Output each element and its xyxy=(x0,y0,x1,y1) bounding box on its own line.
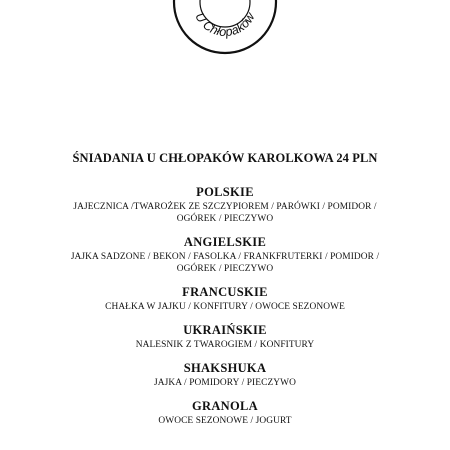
menu-section xyxy=(0,235,450,275)
section-items: CHAŁKA W JAJKU / KONFITURY / OWOCE SEZONOWE xyxy=(105,302,345,312)
section-name: SHAKSHUKA xyxy=(183,361,267,375)
section-items: JAJKA SADZONE / BEKON / FASOLKA / FRANKFRUTERKI / POMIDOR / OGÓREK / PIECZYWO xyxy=(70,252,380,274)
section-items: JAJKA / POMIDORY / PIECZYWO xyxy=(154,378,296,388)
menu-section xyxy=(0,285,450,313)
section-name: ANGIELSKIE xyxy=(183,235,267,249)
section-items: OWOCE SEZONOWE / JOGURT xyxy=(158,416,292,426)
logo-stamp xyxy=(171,0,279,56)
breakfast-menu xyxy=(0,150,450,437)
section-name: UKRAIŃSKIE xyxy=(183,323,267,337)
section-name: POLSKIE xyxy=(196,185,254,199)
stamp-logo-icon xyxy=(171,0,279,56)
section-items: JAJECZNICA /TWAROŻEK ZE SZCZYPIOREM / PARÓWKI / POMIDOR / OGÓREK / PIECZYWO xyxy=(73,202,377,224)
section-name: FRANCUSKIE xyxy=(182,285,268,299)
section-items: NALESNIK Z TWAROGIEM / KONFITURY xyxy=(135,340,315,350)
menu-sections xyxy=(0,185,450,427)
menu-section xyxy=(0,185,450,225)
section-name: GRANOLA xyxy=(192,399,258,413)
menu-section xyxy=(0,361,450,389)
menu-section xyxy=(0,399,450,427)
menu-title: ŚNIADANIA U CHŁOPAKÓW KAROLKOWA 24 PLN xyxy=(72,151,378,165)
logo-text: U Chłopaków xyxy=(192,10,258,40)
menu-section xyxy=(0,323,450,351)
